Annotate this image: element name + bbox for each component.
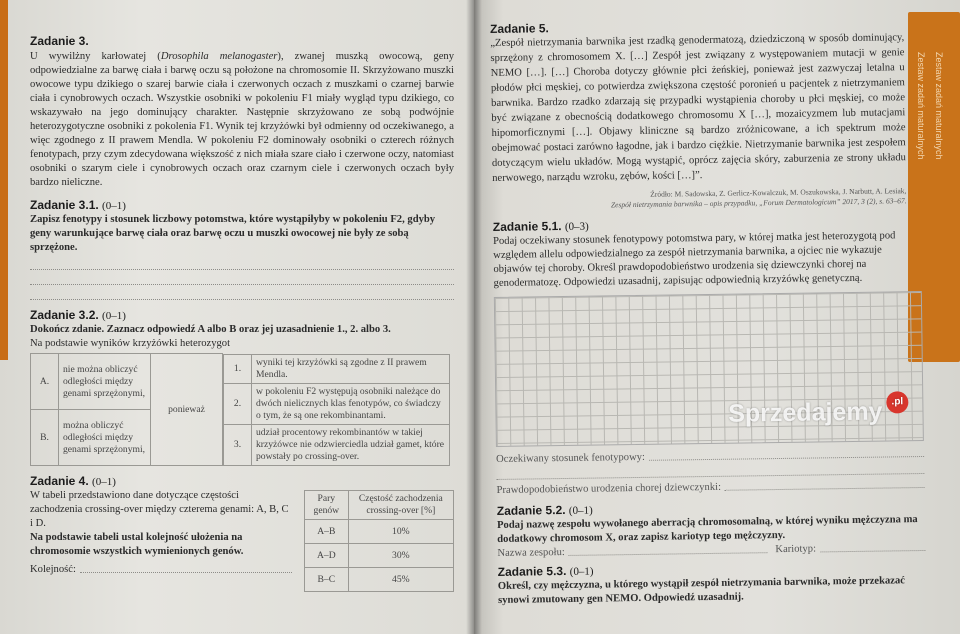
task-title: Zadanie 3.1. <box>30 198 99 212</box>
task-title: Zadanie 3.2. <box>30 308 99 322</box>
answer-line[interactable] <box>30 269 454 270</box>
task-title: Zadanie 5.3. <box>497 563 567 579</box>
cell: B–C <box>305 568 349 592</box>
right-page <box>474 0 960 634</box>
header-frequency: Częstość zachodzenia crossing-over [%] <box>348 491 453 520</box>
points: (0–1) <box>92 476 116 488</box>
reason-2[interactable]: 2. <box>224 383 252 424</box>
task-3-1 <box>30 198 454 300</box>
connector: ponieważ <box>151 354 223 466</box>
points: (0–1) <box>102 200 126 212</box>
reason-3[interactable]: 3. <box>224 424 252 465</box>
cell: 30% <box>348 544 453 568</box>
task-instruction: Zapisz fenotypy i stosunek liczbowy potomstwa, które wystąpiłyby w pokoleniu F2, gdyby geny warunkujące barwę ciała oraz barwę oczu u muszki owocowej nie były ze sobą sprzężone. <box>30 214 436 253</box>
cell: 45% <box>348 568 453 592</box>
left-page <box>0 0 474 634</box>
task-instruction: Na podstawie tabeli ustal kolejność ułożenia na chromosomie wszystkich wymienionych genów. <box>30 532 244 557</box>
answer-line[interactable] <box>725 487 925 491</box>
text: U wywilżny karłowatej ( <box>30 51 161 62</box>
reason-1[interactable]: 1. <box>224 354 252 383</box>
side-tab-label: Zestaw zadań maturalnych <box>934 52 944 160</box>
answer-label: Oczekiwany stosunek fenotypowy: <box>496 451 646 465</box>
task-text: W tabeli przedstawiono dane dotyczące częstości zachodzenia crossing-over między czterema genami: A, B, C i D. <box>30 490 289 529</box>
task-instruction: Dokończ zdanie. Zaznacz odpowiedź A albo B oraz jej uzasadnienie 1., 2. albo 3. <box>30 324 391 335</box>
source-title: Zespół nietrzymania barwnika – opis przypadku, „Forum Dermatologicum” 2017, 3 (2), s. 63–67. <box>610 196 907 210</box>
points: (0–1) <box>102 310 126 322</box>
answer-line[interactable] <box>30 284 454 285</box>
points: (0–3) <box>564 220 589 233</box>
answer-label: Prawdopodobieństwo urodzenia chorej dziewczynki: <box>496 481 722 496</box>
task-5-2 <box>497 498 926 561</box>
task-4 <box>30 474 454 592</box>
orange-edge <box>0 0 8 360</box>
task-5 <box>490 16 907 212</box>
cell: A–B <box>305 520 349 544</box>
answer-label: Kolejność: <box>30 564 76 575</box>
answer-table <box>30 353 450 466</box>
task-instruction: Podaj nazwę zespołu wywołanego aberracją chromosomalną, w której wyniku mężczyzna ma dodatkowy chromosom X, oraz zapisz kariotyp tego mężczyzny. <box>496 514 918 545</box>
watermark-logo <box>728 396 904 429</box>
side-tab-label: Zestaw zadań maturalnych <box>916 52 926 160</box>
task-5-1 <box>493 214 927 498</box>
answer-label: Kariotyp: <box>775 543 817 556</box>
watermark-text: Sprzedajemy <box>728 397 883 428</box>
header-gene-pairs: Pary genów <box>305 491 349 520</box>
cell: 10% <box>348 520 453 544</box>
reason-2-text: w pokoleniu F2 występują osobniki należące do dwóch nielicznych klas fenotypów, co świadczy o tym, że są one rekombinantami. <box>252 383 450 424</box>
task-3 <box>30 34 454 190</box>
task-3-text <box>30 50 454 190</box>
points: (0–1) <box>569 565 594 578</box>
answer-line[interactable] <box>80 572 292 573</box>
cell: A–D <box>305 544 349 568</box>
quote: „Zespół nietrzymania barwnika jest rzadką genodermatozą, dziedziczoną w sposób dominujący, sprzężony z chromosomem X. […] Zespół jest związany z występowaniem mutacji w genie NEMO […]. […] Choroba dotyczy głównie płci żeńskiej, ponieważ jest zazwyczaj letalna u płodów płci męskiej, co potwierdza zwiększona częstość poronień u pacjentek z nietrzymaniem barwnika. Bardzo rzadko zdarzają się przypadki wystąpienia choroby u płci męskiej, co może być związane z obecnością dodatkowego chromosomu X […], mozaicyzmem lub mutacjami hipomorficznymi […]. Objawy kliniczne są bardzo zróżnicowane, a ich spektrum może obejmować postaci zarówno łagodne, jak i bardzo ciężkie. Nietrzymanie barwnika jest zespołem dotyczącym wielu układów. Mogą wystąpić, oprócz zajęcia skóry, zaburzenia ze strony układu nerwowego, narządu wzroku, zębów, kości […]”. <box>490 32 907 184</box>
points: (0–1) <box>568 504 593 517</box>
answer-line[interactable] <box>649 456 924 461</box>
option-b[interactable]: B. <box>31 410 59 466</box>
task-title: Zadanie 4. <box>30 474 89 488</box>
task-3-2 <box>30 308 454 466</box>
option-b-text: można obliczyć odległości między genami sprzężonymi, <box>59 410 151 466</box>
task-title: Zadanie 5.2. <box>496 502 566 518</box>
task-title: Zadanie 5. <box>490 21 549 36</box>
option-a[interactable]: A. <box>31 354 59 410</box>
answer-line[interactable] <box>30 299 454 300</box>
watermark-badge: .pl <box>886 391 908 413</box>
lead-text: Na podstawie wyników krzyżówki heterozygot <box>30 338 231 349</box>
task-instruction: Określ, czy mężczyzna, u którego wystąpił zespół nietrzymania barwnika, może przekazać synowi zmutowany gen NEMO. Odpowiedź uzasadnij. <box>497 575 906 606</box>
answer-line[interactable] <box>569 552 768 556</box>
task-instruction: Podaj oczekiwany stosunek fenotypowy potomstwa pary, w której matka jest heterozygotą pod względem allelu odpowiedzialnego za zespół nietrzymania barwnika, a ojciec nie wykazuje objawów tej choroby. Określ prawdopodobieństwo urodzenia się dziewczynki chorej na genodermatozę. Odpowiedzi uzasadnij, zapisując odpowiednią krzyżówkę genetyczną. <box>492 230 896 289</box>
reason-3-text: udział procentowy rekombinantów w takiej krzyżówce nie odzwierciedla udział gamet, które powstały po crossing-over. <box>252 424 450 465</box>
option-a-text: nie można obliczyć odległości między genami sprzężonymi, <box>59 354 151 410</box>
answer-grid[interactable] <box>494 291 924 447</box>
crossing-over-table <box>304 490 454 592</box>
task-3-title: Zadanie 3. <box>30 34 89 48</box>
source: Źródło: M. Sadowska, Z. Gerlicz-Kowalczuk, M. Oszukowska, J. Narbutt, A. Lesiak, <box>650 186 907 199</box>
reason-1-text: wyniki tej krzyżówki są zgodne z II prawem Mendla. <box>252 354 450 383</box>
answer-label: Nazwa zespołu: <box>497 547 565 559</box>
task-5-3 <box>498 559 927 608</box>
task-title: Zadanie 5.1. <box>492 219 562 234</box>
answer-line[interactable] <box>820 550 925 552</box>
species: Drosophila melanogaster <box>160 51 278 62</box>
text: ), zwanej muszką owocową, geny odpowiedzialne za barwę ciała i barwę oczu są położone na chromosomie II. Skrzyżowano muszki owocowe typu dzikiego o szarej barwie ciała i czerwonych oczach z muszkami o czarnej barwie ciała i cynobrowych oczach. Wszystkie osobniki w pokoleniu F1 miały wygląd typu dzikiego, co wskazywało na jego dominujący charakter. Następnie skrzyżowano ze sobą podwójnie heterozygotyczne osobniki z pokolenia F1. Wynik tej krzyżówki był odmienny od oczekiwanego, a więc zgodnego z II prawem Mendla. W pokoleniu F2 dominowały osobniki o czterech różnych fenotypach, przy czym zdecydowana większość z nich miała szare ciało i czerwone oczy, natomiast osobniki o szarym ciele i cynobrowych oczach oraz czarnym ciele i czerwonych oczach były bardzo nieliczne. <box>30 51 454 188</box>
